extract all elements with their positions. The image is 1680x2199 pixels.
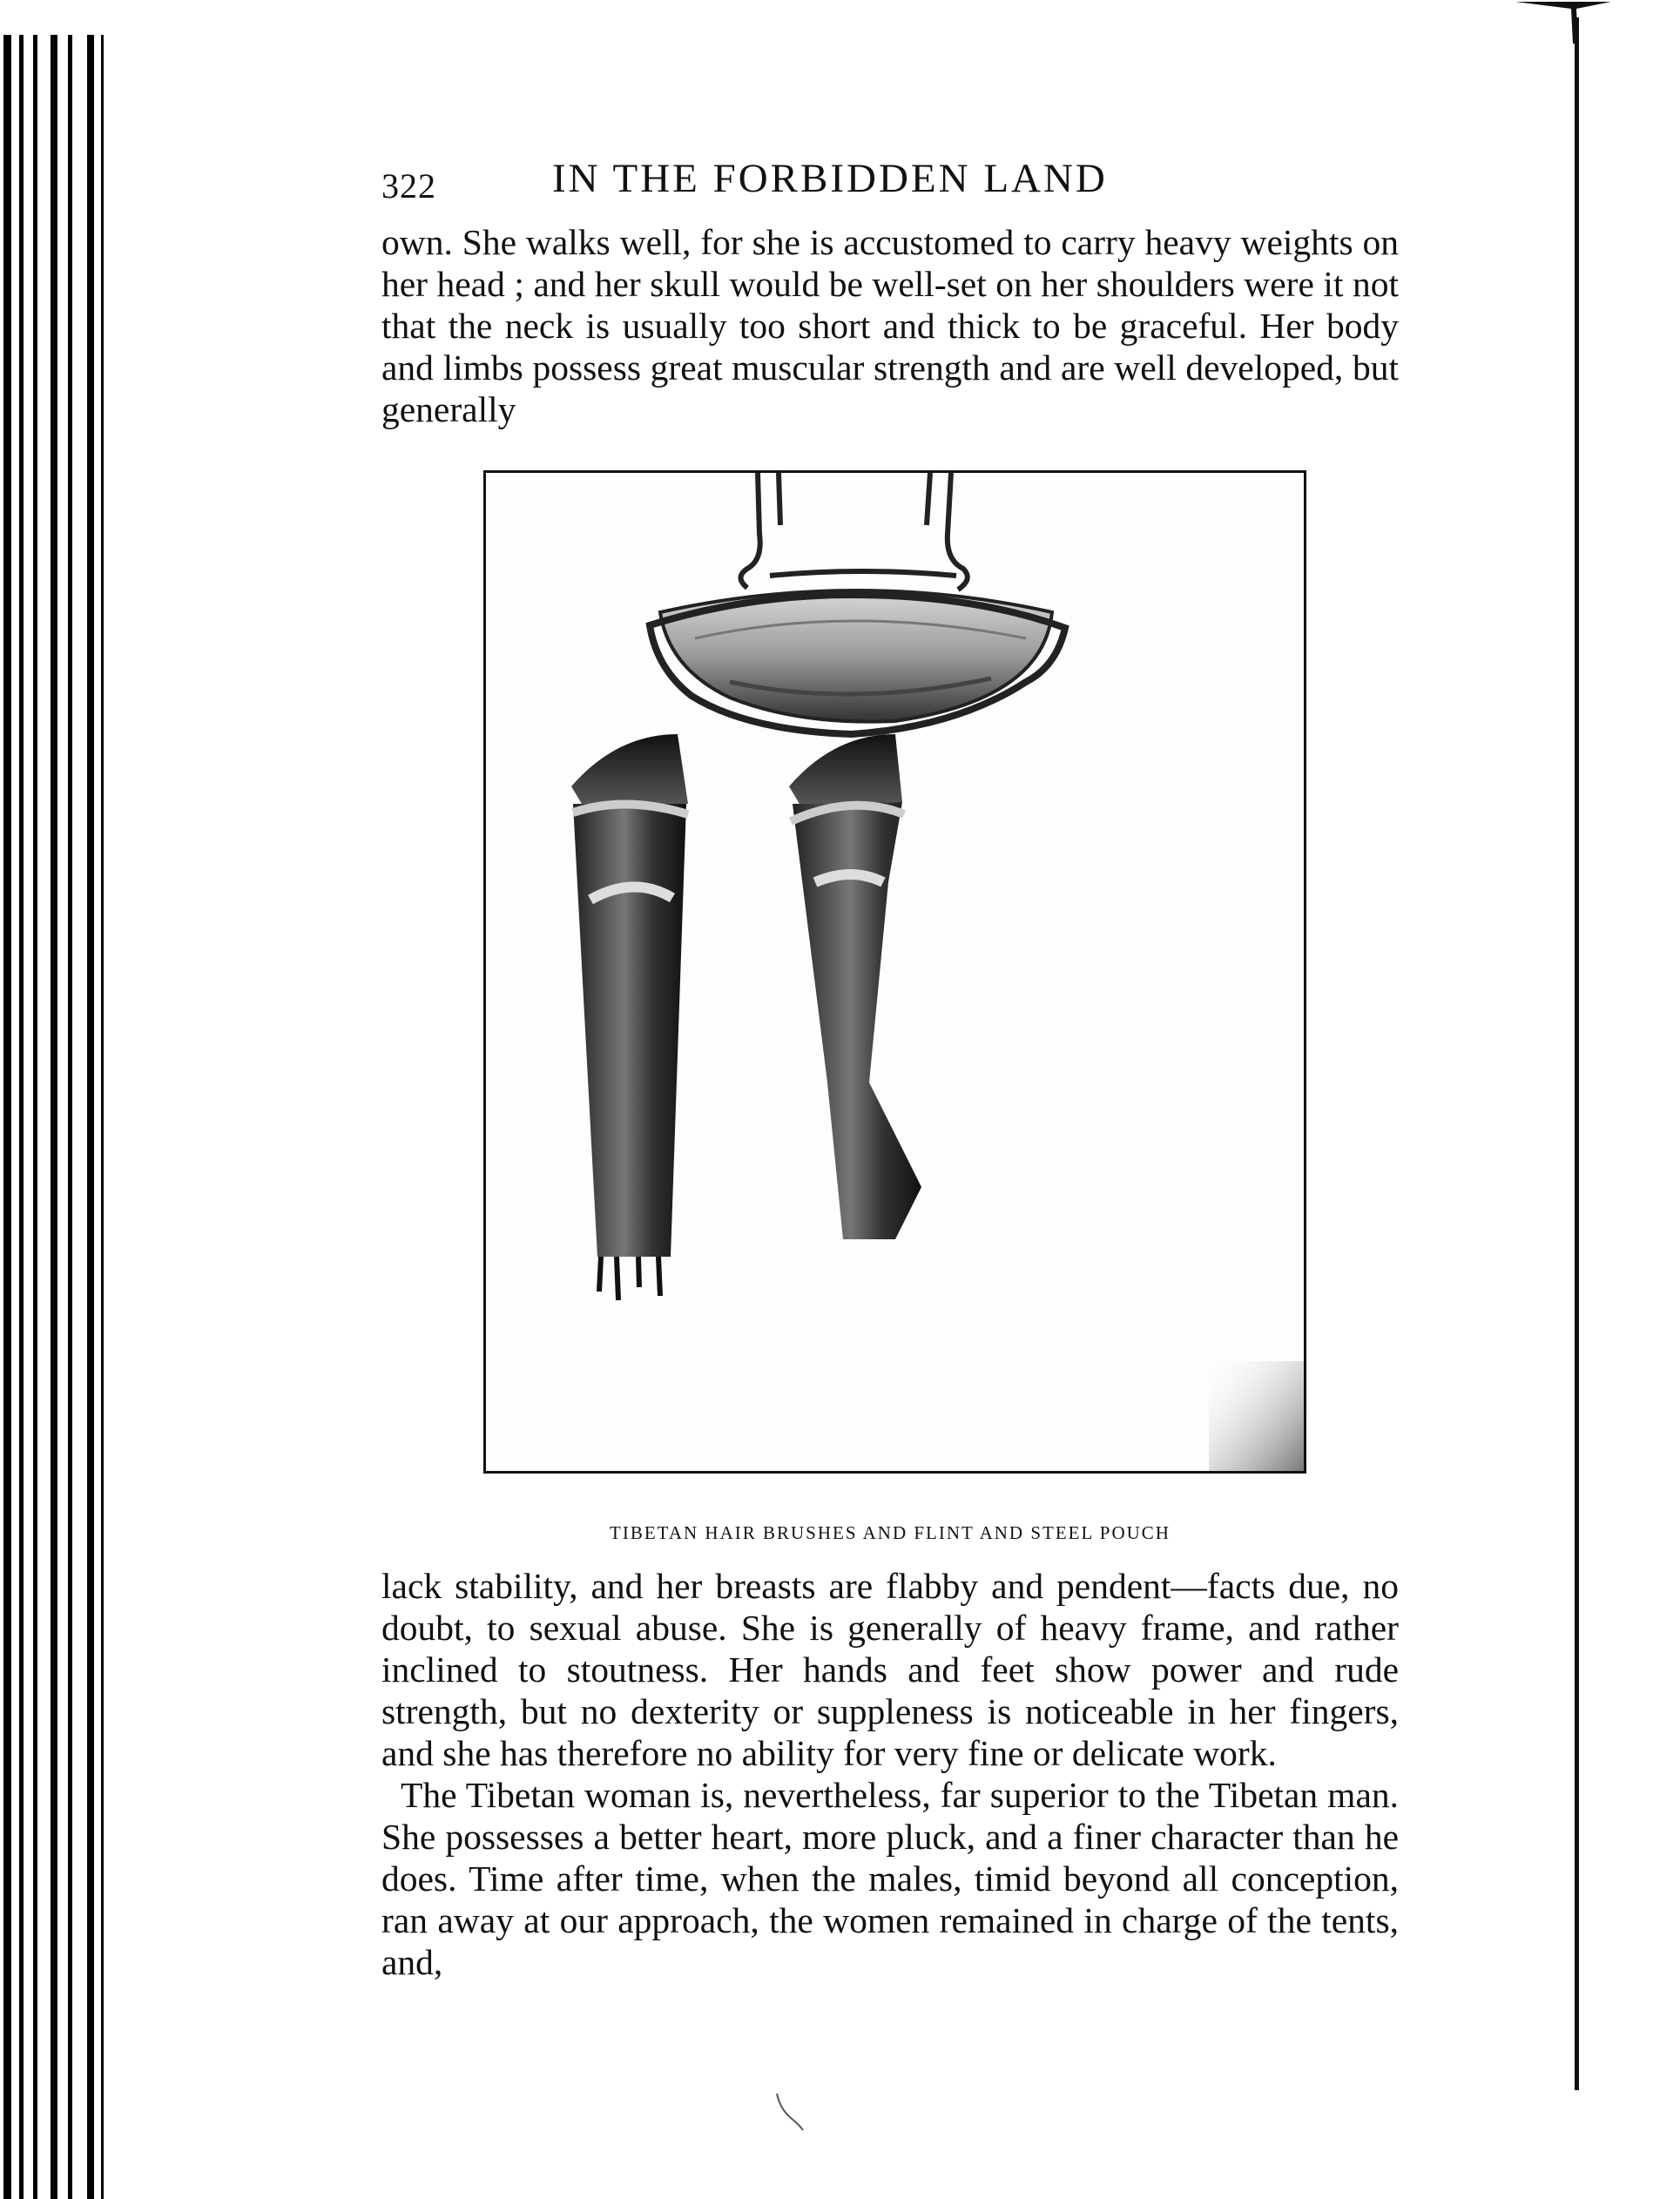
figure-photo [483,470,1306,1474]
binding-edge [0,35,113,2199]
corner-mark [1515,0,1611,44]
photo-illustration [486,473,1304,1471]
figure-caption: TIBETAN HAIR BRUSHES AND FLINT AND STEEL POUCH [610,1522,1171,1543]
flint-steel-pouch [650,590,1065,734]
body-text-top [381,221,1399,430]
running-head: IN THE FORBIDDEN LAND [552,156,1108,201]
page-header [381,155,1400,216]
stray-mark [773,2092,808,2132]
paragraph: The Tibetan woman is, nevertheless, far superior to the Tibetan man. She possesses a better heart, more pluck, and a finer character than he does. Time after time, when the males, timid beyond all conception, ran away at our approach, the women remained in charge of the tents, and, [381,1775,1399,1982]
right-edge-rule [1575,17,1579,2090]
paragraph: lack stability, and her breasts are flabby and pendent—facts due, no doubt, to sexual abuse. She is generally of heavy frame, and rather inclined to stoutness. Her hands and feet show power and rude strength, but no dexterity or suppleness is noticeable in her fingers, and she has therefore no ability for very fine or delicate work. [381,1566,1399,1773]
page-number: 322 [381,166,436,206]
paragraph: own. She walks well, for she is accustomed to carry heavy weights on her head ; and her skull would be well-set on her shoulders were it not that the neck is usually too short and thick to be graceful. Her body and limbs possess great muscular strength and are well developed, but generally [381,222,1399,429]
body-text-bottom [381,1565,1399,1983]
hair-brush-left [571,734,688,1300]
pouch-straps [741,473,968,590]
hair-brush-right [789,734,921,1239]
